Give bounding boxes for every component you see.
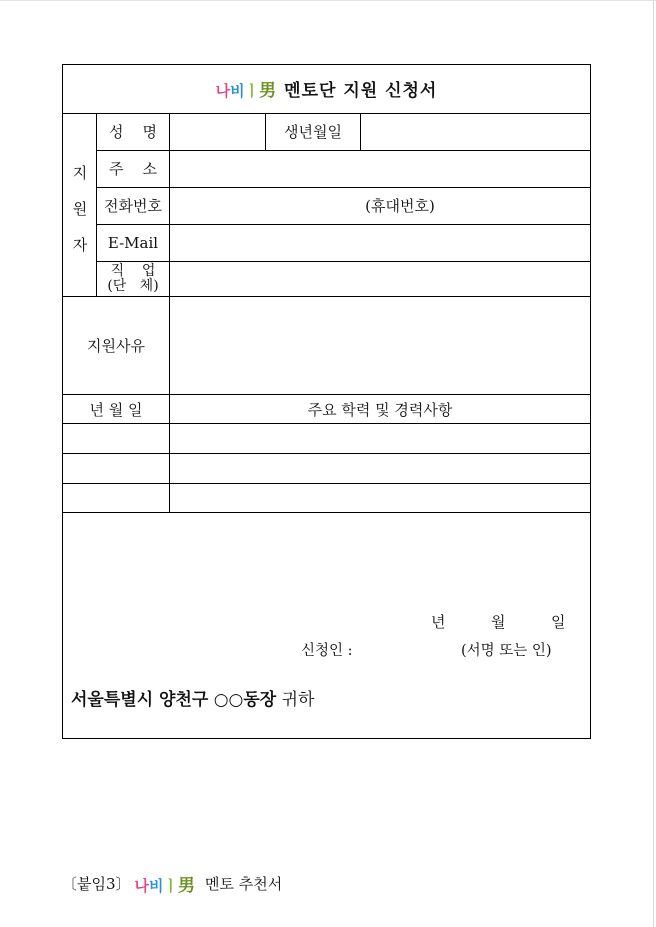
rule-history-3 [63,512,590,513]
footer-caption [62,871,282,896]
birth-label: 생년월일 [284,123,342,141]
address-label: 주 소 [108,160,158,178]
phone-label: 전화번호 [104,197,162,215]
history-row-2-detail[interactable] [170,454,590,483]
history-date-header: 년 월 일 [89,400,143,419]
date-day: 일 [551,613,566,631]
addressee-district: 서울특별시 양천구 [71,690,209,710]
page-edge [653,0,654,927]
history-row-2-date[interactable] [63,454,169,483]
history-row-3-date[interactable] [63,484,169,512]
form-title [63,65,590,112]
history-detail-header: 주요 학력 및 경력사항 [307,400,453,419]
applicant-section-label: 지 원 자 [72,164,88,254]
reason-label: 지원사유 [87,337,145,355]
footer-text: 멘토 추천서 [205,875,283,893]
attachment-label: 〔붙임3〕 [62,875,131,893]
applicant-signer-label: 신청인 : [301,643,353,659]
addressee [71,685,314,710]
history-row-3-detail[interactable] [170,484,590,512]
mobile-label: (휴대번호) [365,197,435,215]
email-input[interactable] [170,224,590,261]
addressee-suffix: 귀하 [281,690,315,710]
birth-input[interactable] [361,113,590,150]
date-year: 년 [431,613,446,631]
footer-nabi-logo: 나비ㅣ男 [134,876,196,896]
phone-input[interactable] [170,187,590,224]
nabi-logo: 나비ㅣ男 [215,81,277,101]
history-row-1-detail[interactable] [170,424,590,453]
name-input[interactable] [170,113,265,150]
application-form [62,64,591,739]
job-input[interactable] [170,261,590,296]
date-month: 월 [491,613,506,631]
addressee-dong: ○○동장 [213,690,277,710]
history-row-1-date[interactable] [63,424,169,453]
job-label: 직 업 (단 체) [107,262,159,294]
form-title-text: 멘토단 지원 신청서 [284,81,438,101]
page-edge-top [0,0,656,1]
address-input[interactable] [170,150,590,187]
name-label: 성 명 [108,123,158,141]
reason-input[interactable] [170,297,590,394]
email-label: E-Mail [107,233,159,252]
sign-hint: (서명 또는 인) [461,643,552,659]
